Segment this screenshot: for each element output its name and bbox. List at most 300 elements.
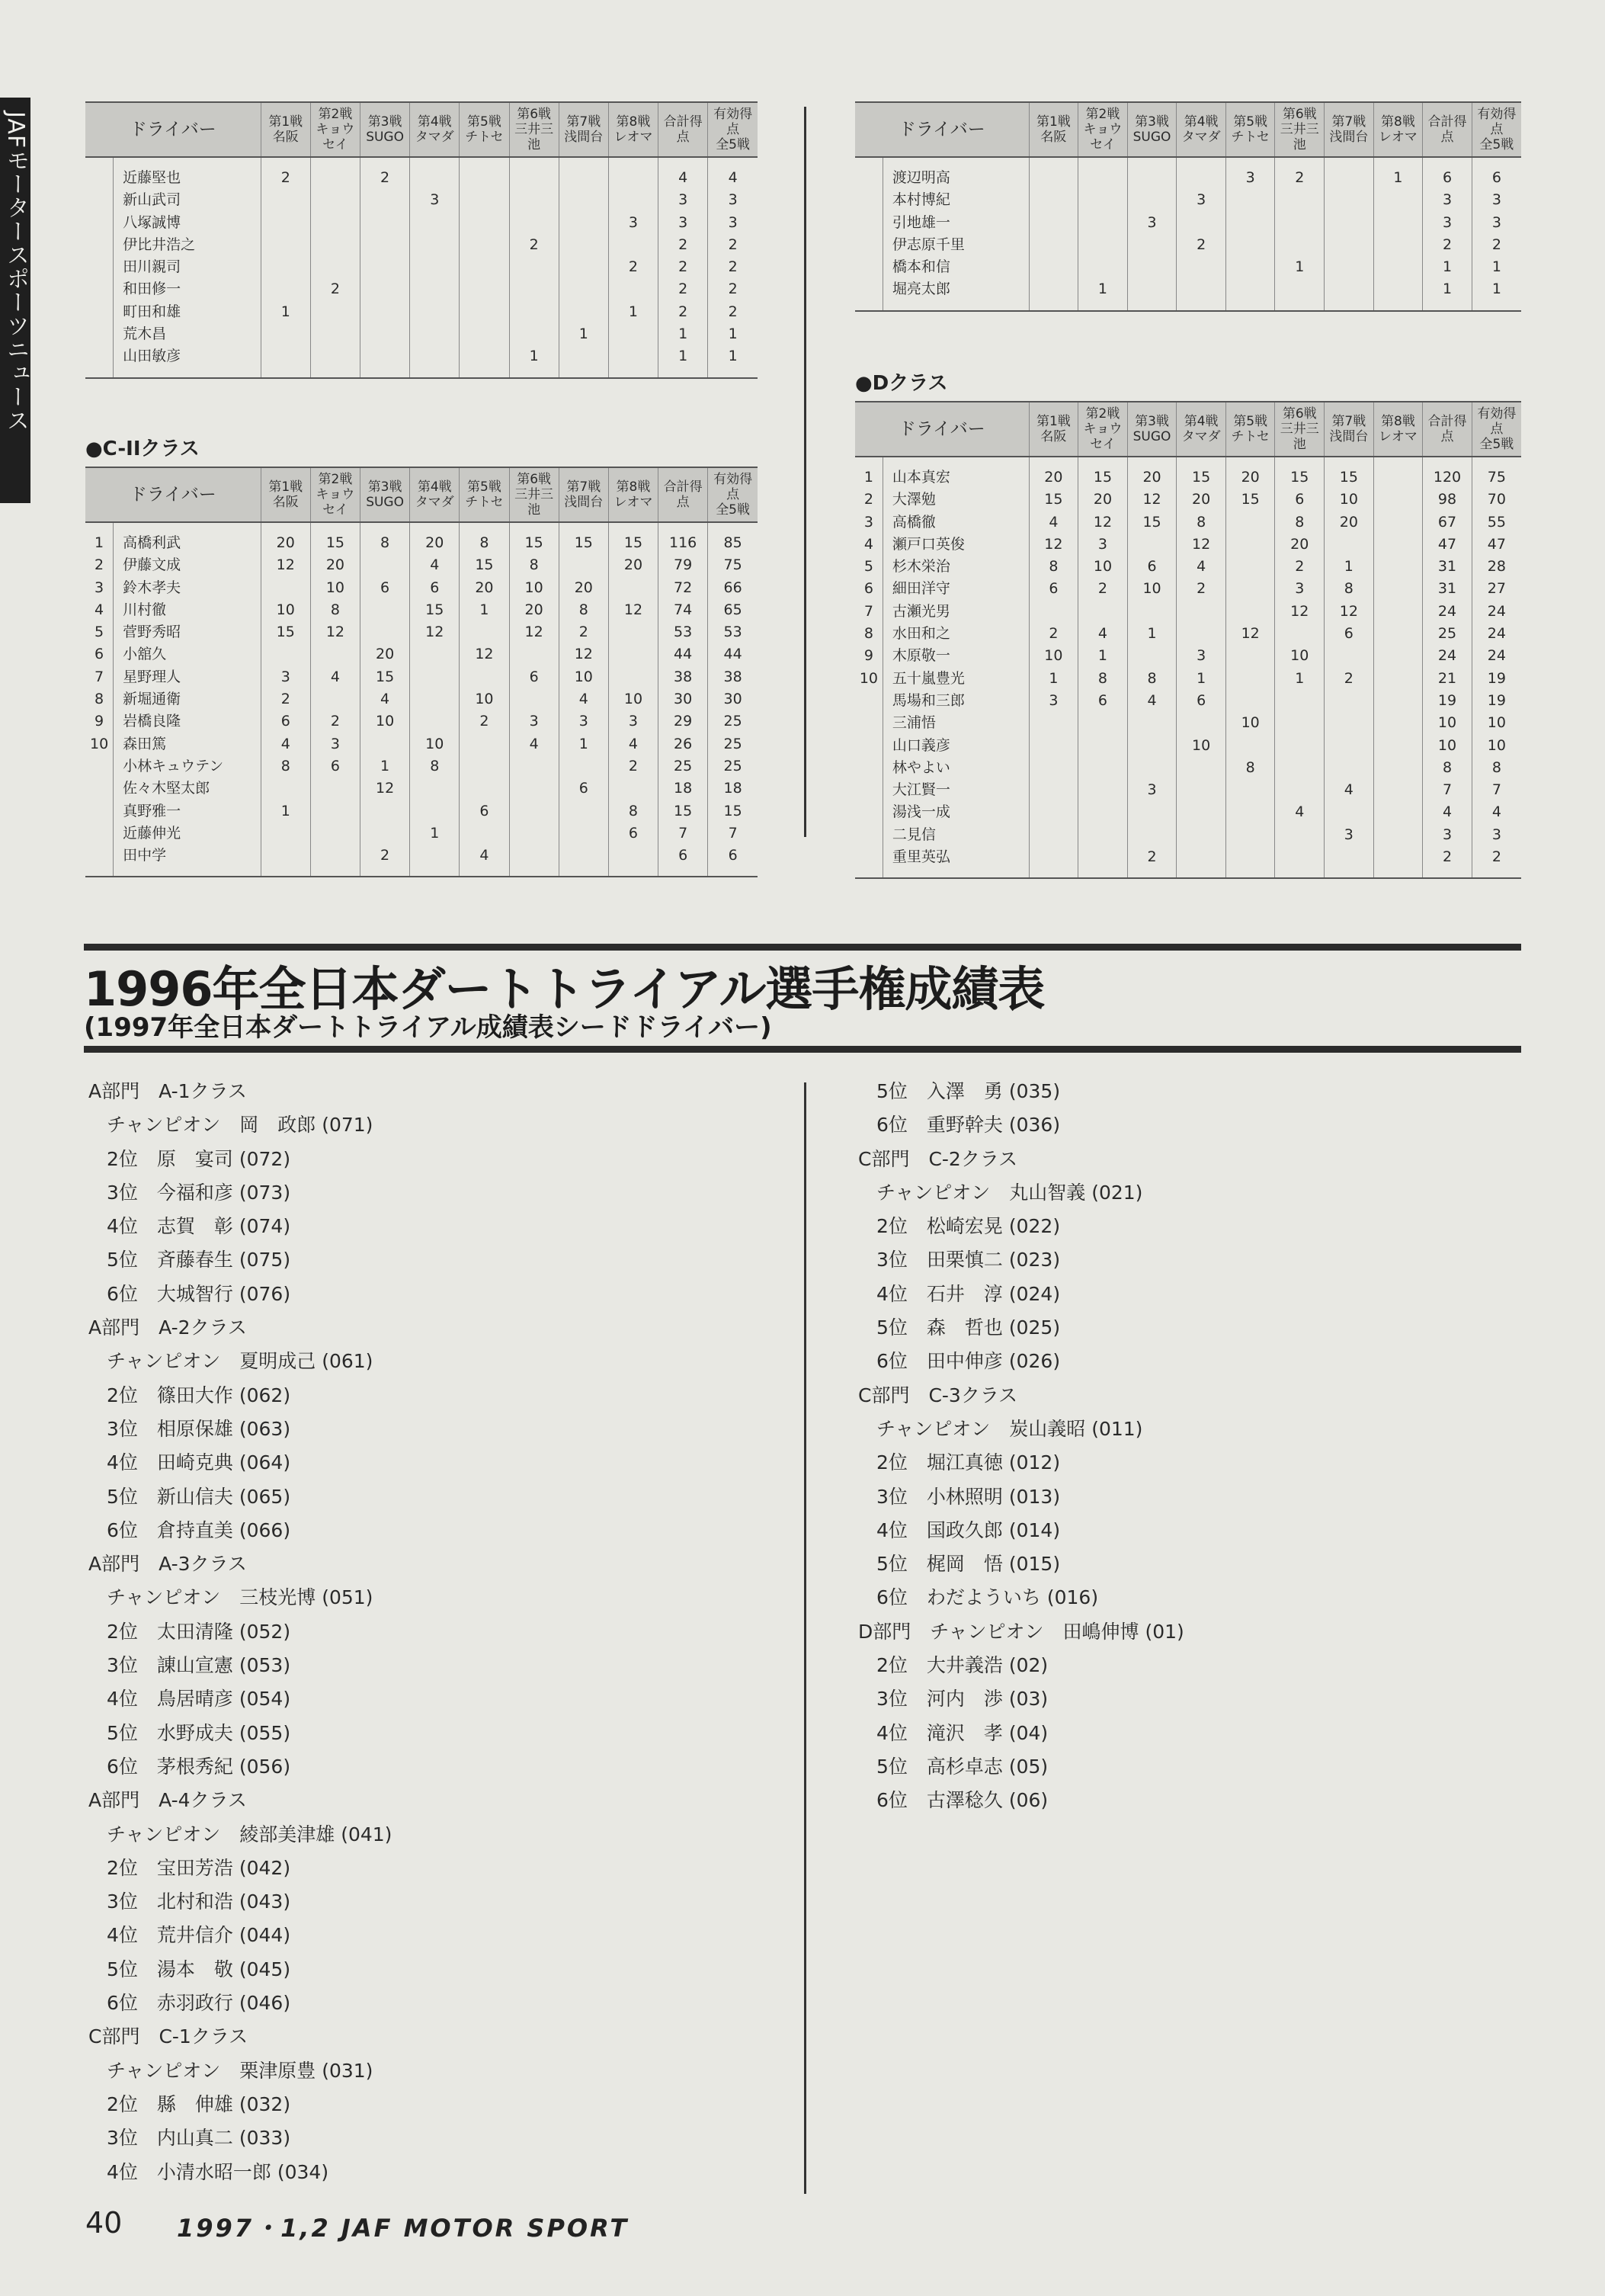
header-round-6: 第6戦 三井三池 [1275, 102, 1325, 157]
header-round-1: 第1戦 名阪 [1029, 102, 1078, 157]
page-subtitle: (1997年全日本ダートトライアル成績表シードドライバー) [84, 1012, 772, 1043]
rank-cell [85, 800, 114, 823]
round-points-cell [310, 301, 360, 323]
results-table-top-left [85, 101, 758, 379]
round-points-cell [1078, 846, 1128, 878]
driver-name-cell: 山田敏彦 [114, 345, 261, 377]
round-points-cell [1325, 278, 1374, 310]
round-points-cell: 8 [310, 599, 360, 621]
section-heading-d: ●Dクラス [855, 372, 948, 395]
round-points-cell: 1 [559, 323, 608, 345]
driver-name-cell: 細田洋守 [883, 578, 1029, 600]
round-points-cell: 8 [460, 522, 509, 554]
round-points-cell [410, 710, 460, 733]
round-points-cell [1029, 278, 1078, 310]
total-points-cell: 3 [658, 212, 708, 234]
round-points-cell: 15 [1078, 457, 1128, 489]
round-points-cell [410, 256, 460, 278]
rank-cell [85, 301, 114, 323]
round-points-cell [460, 157, 509, 189]
seed-entry: 3位 内山真二 (033) [107, 2127, 291, 2150]
rank-cell: 2 [95, 556, 104, 574]
valid-points-cell: 75 [708, 554, 758, 576]
round-points-cell [310, 823, 360, 845]
valid-points-cell: 1 [1472, 256, 1521, 278]
total-points-cell: 24 [1423, 645, 1472, 667]
table-row [855, 278, 1521, 310]
header-round-1: 第1戦 名阪 [261, 467, 310, 522]
rank-cell [855, 157, 883, 189]
rank-cell: 8 [863, 625, 873, 643]
round-points-cell [559, 345, 608, 377]
header-round-5: 第5戦 チトセ [1225, 102, 1275, 157]
round-points-cell: 2 [1177, 234, 1226, 256]
round-points-cell [1275, 278, 1325, 310]
class-heading: C部門 C-1クラス [88, 2025, 248, 2048]
rank-cell [855, 690, 883, 712]
round-points-cell [1373, 645, 1423, 667]
header-round-6: 第6戦 三井三池 [1275, 402, 1325, 457]
header-round-4: 第4戦 タマダ [410, 102, 460, 157]
round-points-cell [1078, 601, 1128, 623]
round-points-cell: 3 [1275, 578, 1325, 600]
round-points-cell [1177, 824, 1226, 846]
round-points-cell [1325, 690, 1374, 712]
round-points-cell: 10 [559, 666, 608, 688]
table-row [855, 534, 1521, 556]
round-points-cell: 2 [1275, 157, 1325, 189]
round-points-cell: 2 [1078, 578, 1128, 600]
seed-entry: 5位 梶岡 悟 (015) [876, 1553, 1061, 1576]
driver-name-cell: 山口義彦 [883, 735, 1029, 757]
round-points-cell: 2 [360, 157, 410, 189]
driver-name-cell: 小林キュウテン [114, 755, 261, 778]
round-points-cell: 4 [261, 733, 310, 755]
round-points-cell [310, 323, 360, 345]
valid-points-cell: 3 [1472, 824, 1521, 846]
total-points-cell: 4 [1423, 801, 1472, 823]
seed-entry: 4位 滝沢 孝 (04) [876, 1721, 1049, 1744]
round-points-cell: 15 [1225, 489, 1275, 511]
round-points-cell: 2 [360, 845, 410, 877]
total-points-cell: 67 [1423, 511, 1472, 534]
round-points-cell: 20 [261, 522, 310, 554]
round-points-cell: 8 [1225, 757, 1275, 779]
seed-entry: 5位 森 哲也 (025) [876, 1316, 1061, 1339]
round-points-cell: 4 [310, 666, 360, 688]
valid-points-cell: 10 [1472, 735, 1521, 757]
valid-points-cell: 65 [708, 599, 758, 621]
driver-name-cell: 大江賢一 [883, 779, 1029, 801]
total-points-cell: 18 [658, 778, 708, 800]
valid-points-cell: 3 [1472, 189, 1521, 211]
round-points-cell [360, 823, 410, 845]
round-points-cell [1127, 712, 1177, 734]
rank-cell [85, 845, 114, 877]
round-points-cell: 20 [460, 577, 509, 599]
round-points-cell [1127, 601, 1177, 623]
seed-entry: 4位 国政久郎 (014) [876, 1518, 1061, 1541]
round-points-cell [310, 688, 360, 710]
seed-entry: 5位 高杉卓志 (05) [876, 1755, 1049, 1778]
round-points-cell [509, 256, 559, 278]
header-round-7: 第7戦 浅間台 [1325, 402, 1374, 457]
rank-cell [85, 345, 114, 377]
round-points-cell [261, 778, 310, 800]
header-valid: 有効得点 全5戦 [1472, 402, 1521, 457]
round-points-cell [460, 234, 509, 256]
round-points-cell [460, 189, 509, 211]
header-driver: ドライバー [85, 102, 261, 157]
side-section-label: JAFモータースポーツニュース [2, 111, 29, 433]
round-points-cell [1373, 457, 1423, 489]
round-points-cell [261, 189, 310, 211]
round-points-cell: 1 [1373, 157, 1423, 189]
round-points-cell: 20 [310, 554, 360, 576]
rank-cell: 4 [95, 601, 104, 618]
round-points-cell: 4 [608, 733, 658, 755]
round-points-cell [1373, 846, 1423, 878]
round-points-cell: 6 [608, 823, 658, 845]
rank-cell: 10 [89, 735, 109, 752]
header-round-2: 第2戦 キョウセイ [1078, 102, 1128, 157]
seed-entry: 3位 河内 渉 (03) [876, 1688, 1049, 1711]
round-points-cell [1325, 189, 1374, 211]
table-row [855, 489, 1521, 511]
rank-cell [855, 824, 883, 846]
round-points-cell: 3 [1127, 212, 1177, 234]
rank-cell: 1 [863, 469, 873, 486]
round-points-cell [1225, 556, 1275, 578]
round-points-cell [1127, 735, 1177, 757]
round-points-cell: 1 [509, 345, 559, 377]
round-points-cell: 6 [559, 778, 608, 800]
rank-cell: 3 [95, 579, 104, 596]
class-heading: C部門 C-3クラス [858, 1384, 1018, 1406]
round-points-cell [1127, 824, 1177, 846]
round-points-cell [1325, 757, 1374, 779]
round-points-cell [1275, 779, 1325, 801]
round-points-cell [559, 212, 608, 234]
seed-entry: 2位 原 宴司 (072) [107, 1147, 291, 1170]
header-round-1: 第1戦 名阪 [1029, 402, 1078, 457]
header-round-4: 第4戦 タマダ [410, 467, 460, 522]
round-points-cell [559, 755, 608, 778]
total-points-cell: 2 [1423, 234, 1472, 256]
round-points-cell [1078, 234, 1128, 256]
round-points-cell: 8 [608, 800, 658, 823]
round-points-cell: 12 [559, 643, 608, 665]
round-points-cell [310, 845, 360, 877]
driver-name-cell: 三浦悟 [883, 712, 1029, 734]
valid-points-cell: 53 [708, 621, 758, 643]
round-points-cell [1373, 234, 1423, 256]
round-points-cell [1127, 801, 1177, 823]
rank-cell [855, 801, 883, 823]
round-points-cell: 1 [1127, 623, 1177, 645]
driver-name-cell: 高橋利武 [114, 522, 261, 554]
round-points-cell [1078, 157, 1128, 189]
total-points-cell: 1 [658, 345, 708, 377]
round-points-cell: 3 [1225, 157, 1275, 189]
round-points-cell: 15 [509, 522, 559, 554]
round-points-cell [310, 189, 360, 211]
driver-name-cell: 田川親司 [114, 256, 261, 278]
class-heading: C部門 C-2クラス [858, 1147, 1018, 1170]
round-points-cell [1177, 846, 1226, 878]
total-points-cell: 21 [1423, 668, 1472, 690]
driver-name-cell: 二見信 [883, 824, 1029, 846]
round-points-cell [360, 212, 410, 234]
valid-points-cell: 25 [708, 755, 758, 778]
valid-points-cell: 19 [1472, 668, 1521, 690]
round-points-cell: 1 [360, 755, 410, 778]
round-points-cell [410, 278, 460, 300]
title-rule-bottom [84, 1046, 1521, 1053]
round-points-cell [310, 643, 360, 665]
round-points-cell [608, 643, 658, 665]
round-points-cell: 20 [1325, 511, 1374, 534]
seed-entry: 3位 小林照明 (013) [876, 1485, 1061, 1508]
driver-name-cell: 新堀通衛 [114, 688, 261, 710]
round-points-cell [1373, 623, 1423, 645]
round-points-cell [1127, 256, 1177, 278]
round-points-cell [261, 345, 310, 377]
rank-cell [855, 278, 883, 310]
rank-cell [85, 189, 114, 211]
round-points-cell [1225, 278, 1275, 310]
valid-points-cell: 6 [708, 845, 758, 877]
round-points-cell [1373, 779, 1423, 801]
round-points-cell: 6 [460, 800, 509, 823]
table-row [85, 345, 758, 377]
round-points-cell: 1 [1177, 668, 1226, 690]
side-section-tab [0, 98, 30, 503]
round-points-cell [1029, 157, 1078, 189]
round-points-cell [1225, 779, 1275, 801]
round-points-cell: 20 [1177, 489, 1226, 511]
total-points-cell: 29 [658, 710, 708, 733]
round-points-cell: 8 [410, 755, 460, 778]
section-heading-c2: ●C-IIクラス [85, 438, 200, 460]
round-points-cell [1325, 256, 1374, 278]
round-points-cell: 15 [608, 522, 658, 554]
round-points-cell [360, 554, 410, 576]
driver-name-cell: 佐々木堅太郎 [114, 778, 261, 800]
seed-entry: チャンピオン 夏明成己 (061) [107, 1350, 373, 1373]
seed-entry: 4位 志賀 彰 (074) [107, 1215, 291, 1238]
round-points-cell [1373, 256, 1423, 278]
round-points-cell [410, 157, 460, 189]
header-round-3: 第3戦 SUGO [360, 467, 410, 522]
round-points-cell [410, 234, 460, 256]
round-points-cell [608, 577, 658, 599]
round-points-cell [1275, 234, 1325, 256]
total-points-cell: 98 [1423, 489, 1472, 511]
round-points-cell: 6 [509, 666, 559, 688]
header-round-5: 第5戦 チトセ [460, 467, 509, 522]
round-points-cell [608, 666, 658, 688]
rank-cell [855, 846, 883, 878]
driver-name-cell: 五十嵐豊光 [883, 668, 1029, 690]
total-points-cell: 4 [658, 157, 708, 189]
valid-points-cell: 3 [1472, 212, 1521, 234]
valid-points-cell: 25 [708, 710, 758, 733]
valid-points-cell: 3 [708, 212, 758, 234]
table-row [855, 846, 1521, 878]
header-round-5: 第5戦 チトセ [1225, 402, 1275, 457]
round-points-cell: 2 [261, 688, 310, 710]
round-points-cell: 3 [608, 212, 658, 234]
class-heading: D部門 チャンピオン 田嶋伸博 (01) [858, 1620, 1184, 1643]
round-points-cell [1078, 712, 1128, 734]
seed-entry: 3位 相原保雄 (063) [107, 1417, 291, 1440]
round-points-cell [1325, 846, 1374, 878]
rank-cell: 1 [95, 534, 104, 551]
header-round-6: 第6戦 三井三池 [509, 467, 559, 522]
rank-cell: 6 [863, 580, 873, 598]
total-points-cell: 2 [658, 256, 708, 278]
round-points-cell [559, 823, 608, 845]
table-row [85, 733, 758, 755]
rank-cell [855, 779, 883, 801]
round-points-cell [1127, 189, 1177, 211]
rank-cell [85, 157, 114, 189]
seed-entry: 2位 大井義浩 (02) [876, 1654, 1049, 1677]
table-row [855, 668, 1521, 690]
round-points-cell [1029, 212, 1078, 234]
round-points-cell: 4 [1177, 556, 1226, 578]
round-points-cell: 6 [360, 577, 410, 599]
rank-cell [855, 189, 883, 211]
valid-points-cell: 1 [1472, 278, 1521, 310]
table-row [855, 457, 1521, 489]
round-points-cell [509, 688, 559, 710]
round-points-cell: 2 [509, 234, 559, 256]
round-points-cell: 20 [1029, 457, 1078, 489]
round-points-cell [1275, 735, 1325, 757]
valid-points-cell: 2 [708, 278, 758, 300]
seed-entry: 3位 諌山宣憲 (053) [107, 1654, 291, 1677]
round-points-cell [1325, 801, 1374, 823]
round-points-cell [261, 643, 310, 665]
round-points-cell: 12 [460, 643, 509, 665]
round-points-cell: 3 [1177, 189, 1226, 211]
driver-name-cell: 山本真宏 [883, 457, 1029, 489]
round-points-cell: 8 [360, 522, 410, 554]
round-points-cell [360, 189, 410, 211]
total-points-cell: 25 [658, 755, 708, 778]
round-points-cell [509, 845, 559, 877]
seed-entry: 4位 荒井信介 (044) [107, 1924, 291, 1947]
seed-entry: 3位 今福和彦 (073) [107, 1181, 291, 1204]
round-points-cell [360, 621, 410, 643]
header-total: 合計得点 [1423, 402, 1472, 457]
round-points-cell [559, 301, 608, 323]
round-points-cell: 15 [1325, 457, 1374, 489]
driver-name-cell: 馬場和三郎 [883, 690, 1029, 712]
total-points-cell: 3 [1423, 824, 1472, 846]
class-heading: A部門 A-3クラス [88, 1553, 247, 1576]
driver-name-cell: 星野理人 [114, 666, 261, 688]
driver-name-cell: 小舘久 [114, 643, 261, 665]
round-points-cell [261, 823, 310, 845]
table-row [85, 710, 758, 733]
round-points-cell [1029, 601, 1078, 623]
round-points-cell: 10 [1078, 556, 1128, 578]
driver-name-cell: 真野雅一 [114, 800, 261, 823]
round-points-cell [559, 189, 608, 211]
valid-points-cell: 44 [708, 643, 758, 665]
table-row [85, 599, 758, 621]
total-points-cell: 79 [658, 554, 708, 576]
header-driver: ドライバー [85, 467, 261, 522]
round-points-cell [1127, 157, 1177, 189]
round-points-cell [460, 323, 509, 345]
round-points-cell [261, 323, 310, 345]
header-round-7: 第7戦 浅間台 [559, 102, 608, 157]
round-points-cell [1127, 757, 1177, 779]
round-points-cell: 2 [608, 755, 658, 778]
valid-points-cell: 75 [1472, 457, 1521, 489]
driver-name-cell: 川村徹 [114, 599, 261, 621]
total-points-cell: 1 [658, 323, 708, 345]
round-points-cell [1078, 256, 1128, 278]
round-points-cell [608, 345, 658, 377]
header-valid: 有効得点 全5戦 [708, 467, 758, 522]
seed-entry: 5位 湯本 敬 (045) [107, 1958, 291, 1980]
round-points-cell: 20 [509, 599, 559, 621]
total-points-cell: 2 [1423, 846, 1472, 878]
valid-points-cell: 38 [708, 666, 758, 688]
round-points-cell [261, 212, 310, 234]
round-points-cell [410, 845, 460, 877]
round-points-cell [1177, 256, 1226, 278]
table-row [855, 779, 1521, 801]
table-row [855, 645, 1521, 667]
round-points-cell [1078, 735, 1128, 757]
total-points-cell: 15 [658, 800, 708, 823]
header-round-2: 第2戦 キョウセイ [1078, 402, 1128, 457]
rank-cell: 10 [859, 669, 878, 687]
round-points-cell [1078, 779, 1128, 801]
round-points-cell [1177, 212, 1226, 234]
round-points-cell: 12 [310, 621, 360, 643]
round-points-cell [1275, 846, 1325, 878]
round-points-cell: 6 [310, 755, 360, 778]
round-points-cell [1177, 601, 1226, 623]
round-points-cell: 1 [261, 301, 310, 323]
round-points-cell [1078, 824, 1128, 846]
seed-list-left [88, 1075, 790, 2189]
seed-entry: チャンピオン 丸山智義 (021) [876, 1181, 1143, 1204]
seed-entry: チャンピオン 岡 政郎 (071) [107, 1114, 373, 1137]
round-points-cell [1373, 534, 1423, 556]
magazine-name: 1997・1,2 JAF MOTOR SPORT [177, 2214, 630, 2243]
round-points-cell: 6 [1078, 690, 1128, 712]
round-points-cell: 3 [1078, 534, 1128, 556]
round-points-cell [509, 301, 559, 323]
round-points-cell: 15 [1029, 489, 1078, 511]
round-points-cell: 15 [1127, 511, 1177, 534]
round-points-cell: 12 [360, 778, 410, 800]
round-points-cell [1177, 801, 1226, 823]
round-points-cell [608, 234, 658, 256]
valid-points-cell: 2 [1472, 846, 1521, 878]
round-points-cell: 1 [1275, 256, 1325, 278]
table-row [85, 621, 758, 643]
header-round-3: 第3戦 SUGO [1127, 402, 1177, 457]
